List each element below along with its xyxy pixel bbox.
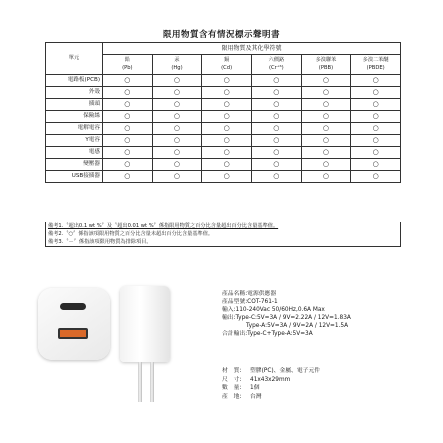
presence-cell: ○	[351, 123, 401, 135]
page-title: 限用物質含有情況標示聲明書	[162, 30, 280, 40]
info-value: 台灣	[250, 393, 262, 400]
part-name-cell: 保險絲	[46, 111, 103, 123]
spec-line: 輸出:Type-C:5V=3A / 9V=2.22A / 12V=1.83A	[222, 315, 351, 321]
info-row	[222, 367, 422, 376]
plug-prong-icon	[138, 362, 142, 402]
spec-line: Type-A:5V=3A / 9V=2A / 12V=1.5A	[246, 323, 349, 329]
presence-cell: ○	[152, 99, 202, 111]
presence-cell: ○	[103, 147, 153, 159]
substance-symbol: (Cd)	[221, 64, 233, 71]
restricted-substances-table	[45, 42, 401, 183]
presence-cell: ○	[351, 75, 401, 87]
presence-cell: ○	[152, 111, 202, 123]
presence-cell: ○	[251, 159, 301, 171]
presence-cell: ○	[202, 171, 252, 183]
info-row	[222, 376, 422, 385]
substance-symbol: (Cr⁺⁶)	[268, 64, 284, 71]
presence-cell: ○	[103, 99, 153, 111]
info-value: 1個	[250, 385, 260, 391]
part-name-cell: 電路板(PCB)	[46, 75, 103, 87]
presence-cell: ○	[202, 99, 252, 111]
presence-cell: ○	[301, 171, 351, 183]
plug-prong-icon	[150, 362, 154, 402]
substance-header	[202, 55, 252, 75]
presence-cell: ○	[301, 75, 351, 87]
substance-header	[103, 55, 153, 75]
substances-group-header: 限用物質及其化學符號	[103, 43, 401, 55]
table-row	[46, 99, 401, 111]
presence-cell: ○	[202, 159, 252, 171]
spec-line: 產品名稱:電源供應器	[222, 291, 277, 297]
presence-cell: ○	[202, 75, 252, 87]
table-row	[46, 111, 401, 123]
part-name-cell: 變壓器	[46, 159, 103, 171]
presence-cell: ○	[301, 87, 351, 99]
table-row	[46, 123, 401, 135]
substance-name: 汞	[174, 57, 180, 64]
substance-symbol: (Hg)	[171, 64, 183, 71]
part-name-cell: 插頭	[46, 99, 103, 111]
presence-cell: ○	[152, 75, 202, 87]
info-label: 產 地:	[222, 393, 242, 400]
presence-cell: ○	[152, 123, 202, 135]
presence-cell: ○	[103, 87, 153, 99]
presence-cell: ○	[351, 135, 401, 147]
presence-cell: ○	[251, 147, 301, 159]
table-row	[46, 75, 401, 87]
substance-name: 鉛	[124, 57, 130, 64]
substance-name: 多溴二苯醚	[362, 57, 389, 64]
table-row	[46, 87, 401, 99]
presence-cell: ○	[152, 147, 202, 159]
charger-side-image	[120, 286, 170, 362]
table-row	[46, 171, 401, 183]
presence-cell: ○	[301, 99, 351, 111]
substance-header	[301, 55, 351, 75]
table-row	[46, 135, 401, 147]
presence-cell: ○	[103, 75, 153, 87]
unit-header: 單元	[46, 43, 103, 75]
presence-cell: ○	[103, 135, 153, 147]
presence-cell: ○	[251, 75, 301, 87]
part-name-cell: Y電容	[46, 135, 103, 147]
presence-cell: ○	[152, 87, 202, 99]
presence-cell: ○	[301, 123, 351, 135]
substance-header	[251, 55, 301, 75]
presence-cell: ○	[103, 111, 153, 123]
substance-name: 鎘	[224, 57, 230, 64]
presence-cell: ○	[152, 135, 202, 147]
presence-cell: ○	[251, 171, 301, 183]
presence-cell: ○	[351, 171, 401, 183]
table-row	[46, 147, 401, 159]
presence-cell: ○	[351, 99, 401, 111]
usb-c-port-icon	[60, 303, 86, 310]
usb-a-port-icon	[58, 328, 88, 339]
presence-cell: ○	[103, 159, 153, 171]
presence-cell: ○	[351, 111, 401, 123]
presence-cell: ○	[301, 159, 351, 171]
info-row	[222, 384, 422, 393]
note-line: 備考2.〝○〞係指該項限用物質之百分比含量未超出百分比含量基準值。	[48, 231, 214, 237]
info-row	[222, 393, 422, 402]
presence-cell: ○	[251, 99, 301, 111]
presence-cell: ○	[251, 123, 301, 135]
presence-cell: ○	[351, 147, 401, 159]
part-name-cell: 電解電容	[46, 123, 103, 135]
note-line: 備考3.〝－〞係指該項限用物質為排除項目。	[48, 239, 152, 245]
presence-cell: ○	[202, 135, 252, 147]
spec-line: 產品型號:COT-761-1	[222, 299, 278, 305]
presence-cell: ○	[251, 135, 301, 147]
presence-cell: ○	[351, 87, 401, 99]
notes-box	[45, 222, 401, 247]
info-value: 41x43x29mm	[250, 376, 291, 383]
presence-cell: ○	[202, 111, 252, 123]
table-row	[46, 159, 401, 171]
note-line: 備考1.〝超出0.1 wt %〞及〝超出0.01 wt %〞係指限用物質之百分比含量超出百分比含量基準值。	[48, 223, 279, 229]
substance-header	[351, 55, 401, 75]
presence-cell: ○	[251, 87, 301, 99]
presence-cell: ○	[301, 135, 351, 147]
presence-cell: ○	[202, 147, 252, 159]
presence-cell: ○	[103, 171, 153, 183]
spec-line: 輸入:110-240Vac 50/60Hz,0.6A Max	[222, 307, 325, 313]
substance-header	[152, 55, 202, 75]
presence-cell: ○	[251, 111, 301, 123]
presence-cell: ○	[152, 159, 202, 171]
substance-symbol: (Pb)	[122, 64, 133, 71]
spec-line: 合計輸出:Type-C+Type-A:5V=3A	[222, 331, 313, 337]
substance-symbol: (PBB)	[318, 64, 334, 71]
presence-cell: ○	[301, 111, 351, 123]
presence-cell: ○	[202, 87, 252, 99]
substance-name: 六價鉻	[268, 57, 285, 64]
presence-cell: ○	[103, 123, 153, 135]
info-value: 塑膠(PC)、金屬、電子元件	[250, 368, 321, 374]
info-label: 尺 寸:	[222, 376, 242, 383]
charger-front-image	[38, 288, 110, 360]
part-name-cell: 外殼	[46, 87, 103, 99]
presence-cell: ○	[202, 123, 252, 135]
info-label: 材 質:	[222, 368, 242, 374]
presence-cell: ○	[351, 159, 401, 171]
product-info	[222, 367, 422, 401]
presence-cell: ○	[301, 147, 351, 159]
substance-symbol: (PBDE)	[366, 64, 385, 71]
substance-name: 多溴聯苯	[315, 57, 337, 64]
presence-cell: ○	[152, 171, 202, 183]
product-specs	[222, 290, 422, 338]
table-body	[46, 75, 401, 183]
part-name-cell: USB接插器	[46, 171, 103, 183]
info-label: 數 量:	[222, 385, 242, 391]
part-name-cell: 電感	[46, 147, 103, 159]
